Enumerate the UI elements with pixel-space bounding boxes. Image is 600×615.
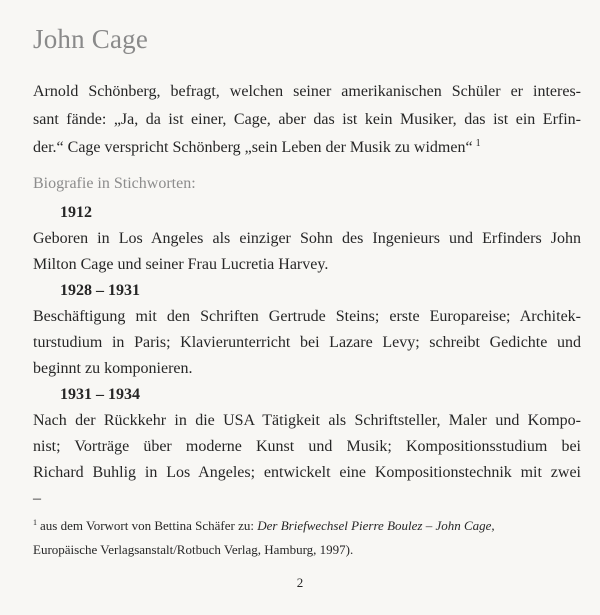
continuation-dash: – xyxy=(33,490,41,507)
entry-year: 1912 xyxy=(60,204,92,221)
entry-text xyxy=(33,226,581,278)
page-number: 2 xyxy=(296,575,304,590)
biography-list xyxy=(33,200,581,512)
intro-line: Arnold Schönberg, befragt, welchen seiner amerikanischen Schüler er interes- xyxy=(33,83,581,100)
intro-line-last xyxy=(33,134,581,162)
biography-heading: Biografie in Stichworten: xyxy=(33,175,196,192)
entry-line: Beschäftigung mit den Schriften Gertrude Steins; erste Europareise; Architek- xyxy=(33,308,581,325)
footnote-book-title: Der Briefwechsel Pierre Boulez – John Cage, xyxy=(257,518,495,533)
entry-line: Richard Buhlig in Los Angeles; entwickelt eine Kompositionstechnik mit zwei xyxy=(33,464,581,481)
entry-line: turstudium in Paris; Klavierunterricht bei Lazare Levy; schreibt Gedichte und xyxy=(33,334,581,351)
intro-line-text: der.“ Cage verspricht Schönberg „sein Leben der Musik zu widmen“ xyxy=(33,139,473,156)
footnote-reference: 1 xyxy=(475,137,481,149)
intro-paragraph xyxy=(33,78,581,162)
footnote-line xyxy=(33,514,581,538)
entry-line: Nach der Rückkehr in die USA Tätigkeit als Schriftsteller, Maler und Kompo- xyxy=(33,412,581,429)
entry-text xyxy=(33,304,581,382)
page-title: John Cage xyxy=(33,24,149,54)
entry-line: Milton Cage und seiner Frau Lucretia Harvey. xyxy=(33,256,329,273)
intro-line: sant fände: „Ja, da ist einer, Cage, aber das ist kein Musiker, das ist ein Erfin- xyxy=(33,111,581,128)
entry-year: 1931 – 1934 xyxy=(60,386,140,403)
footnote-line: Europäische Verlagsanstalt/Rotbuch Verlag, Hamburg, 1997). xyxy=(33,542,354,557)
footnote-marker: 1 xyxy=(33,517,37,527)
entry-text xyxy=(33,408,581,486)
footnote-prefix: aus dem Vorwort von Bettina Schäfer zu: xyxy=(40,518,258,533)
entry-year: 1928 – 1931 xyxy=(60,282,140,299)
footnote xyxy=(33,514,581,562)
entry-line: Geboren in Los Angeles als einziger Sohn des Ingenieurs und Erfinders John xyxy=(33,230,581,247)
entry-line: nist; Vorträge über moderne Kunst und Musik; Kompositionsstudium bei xyxy=(33,438,581,455)
entry-line: beginnt zu komponieren. xyxy=(33,360,193,377)
